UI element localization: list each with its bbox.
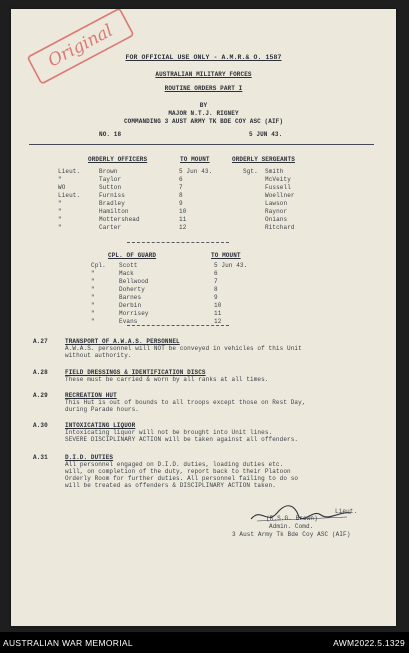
order-text-line: will, on completion of the duty, report back to their Platoon	[65, 468, 291, 475]
guard-mount-date: 8	[214, 286, 218, 293]
divider	[29, 144, 374, 145]
officer-name: Taylor	[99, 176, 122, 183]
guard-mount-date: 10	[214, 302, 222, 309]
official-use-line: FOR OFFICIAL USE ONLY - A.M.R.& O. 1587	[125, 54, 282, 61]
footer-accession-number: AWM2022.5.1329	[333, 638, 405, 648]
order-number: A.30	[33, 422, 48, 429]
guard-rank: "	[91, 278, 95, 285]
officer-mount-date: 12	[179, 224, 187, 231]
signature-unit: 3 Aust Army Tk Bde Coy ASC (AIF)	[232, 531, 351, 538]
guard-mount-date: 12	[214, 318, 222, 325]
guard-name: Derbin	[119, 302, 142, 309]
officer-rank: "	[58, 176, 62, 183]
guard-name: Evans	[119, 318, 138, 325]
order-text-line: This Hut is out of bounds to all troops except those on Rest Day,	[65, 399, 306, 406]
officer-name: Sutton	[99, 184, 122, 191]
guard-to-mount-header: TO MOUNT	[211, 252, 241, 259]
officer-name: Furniss	[99, 192, 125, 199]
major-name: MAJOR N.T.J. RIGNEY	[168, 110, 239, 117]
guard-rank: "	[91, 302, 95, 309]
order-number: A.28	[33, 369, 48, 376]
sergeant-name: Woellner	[265, 192, 295, 199]
orderly-sergeants-header: ORDERLY SERGEANTS	[232, 156, 295, 163]
officer-mount-date: 7	[179, 184, 183, 191]
guard-mount-date: 6	[214, 270, 218, 277]
guard-rank: "	[91, 318, 95, 325]
footer-institution: AUSTRALIAN WAR MEMORIAL	[3, 638, 133, 648]
signature-title: Admin. Comd.	[269, 523, 314, 530]
sergeant-name: Lawson	[265, 200, 288, 207]
guard-rank: "	[91, 270, 95, 277]
sergeant-rank: Sgt.	[243, 168, 258, 175]
officer-mount-date: 11	[179, 216, 187, 223]
order-date: 5 JUN 43.	[249, 131, 283, 138]
dashed-divider	[127, 242, 229, 243]
order-text-line: will be treated as offenders & DISCIPLINARY ACTION taken.	[65, 482, 276, 489]
order-number: A.31	[33, 454, 48, 461]
officer-mount-date: 10	[179, 208, 187, 215]
document-page	[11, 9, 396, 626]
order-text-line: Intoxicating liquor will not be brought into Unit lines.	[65, 429, 273, 436]
sergeant-name: McVeity	[265, 176, 291, 183]
dashed-divider	[127, 325, 229, 326]
officer-rank: "	[58, 216, 62, 223]
officer-rank: "	[58, 200, 62, 207]
order-text-line: during Parade hours.	[65, 406, 140, 413]
guard-rank: "	[91, 294, 95, 301]
order-text-line: A.W.A.S. personnel will NOT be conveyed in vehicles of this Unit	[65, 345, 302, 352]
order-text-line: without authority.	[65, 352, 132, 359]
guard-name: Bellwood	[119, 278, 149, 285]
order-title: D.I.D. DUTIES	[65, 454, 114, 461]
officer-mount-date: 8	[179, 192, 183, 199]
order-title: FIELD DRESSINGS & IDENTIFICATION DISCS	[65, 369, 206, 376]
guard-name: Mack	[119, 270, 134, 277]
order-number: NO. 18	[99, 131, 122, 138]
order-text-line: These must be carried & worn by all ranks at all times.	[65, 376, 269, 383]
officer-mount-date: 6	[179, 176, 183, 183]
officer-mount-date: 5 Jun 43.	[179, 168, 213, 175]
officer-name: Carter	[99, 224, 122, 231]
signature-name: (R.S.G. Brown)	[266, 515, 318, 522]
order-title: RECREATION HUT	[65, 392, 117, 399]
order-number: A.27	[33, 338, 48, 345]
sergeant-name: Ritchard	[265, 224, 295, 231]
guard-mount-date: 11	[214, 310, 222, 317]
officer-name: Mottershead	[99, 216, 140, 223]
officer-rank: WO	[58, 184, 66, 191]
guard-mount-date: 7	[214, 278, 218, 285]
guard-rank: "	[91, 310, 95, 317]
by-line: BY	[199, 102, 208, 109]
officer-mount-date: 9	[179, 200, 183, 207]
officer-rank: "	[58, 208, 62, 215]
sergeant-name: Fussell	[265, 184, 291, 191]
order-title: TRANSPORT OF A.W.A.S. PERSONNEL	[65, 338, 180, 345]
footer-bar	[0, 632, 409, 653]
guard-rank: "	[91, 286, 95, 293]
officer-rank: "	[58, 224, 62, 231]
forces-title: AUSTRALIAN MILITARY FORCES	[155, 71, 252, 78]
orderly-officers-header: ORDERLY OFFICERS	[88, 156, 148, 163]
order-title: INTOXICATING LIQUOR	[65, 422, 136, 429]
guard-mount-date: 5 Jun 43.	[214, 262, 248, 269]
guard-rank: Cpl.	[91, 262, 106, 269]
sergeant-name: Smith	[265, 168, 284, 175]
sergeant-name: Raynor	[265, 208, 288, 215]
officer-name: Hamilton	[99, 208, 129, 215]
guard-mount-date: 9	[214, 294, 218, 301]
order-text-line: Orderly Room for further duties. All personnel failing to do so	[65, 475, 299, 482]
officer-name: Bradley	[99, 200, 125, 207]
order-text-line: All personnel engaged on D.I.D. duties, loading duties etc.	[65, 461, 284, 468]
sergeant-name: Onians	[265, 216, 288, 223]
to-mount-header: TO MOUNT	[180, 156, 210, 163]
officer-rank: Lieut.	[58, 192, 81, 199]
guard-name: Morrisey	[119, 310, 149, 317]
cpl-guard-header: CPL. OF GUARD	[108, 252, 157, 259]
guard-name: Barnes	[119, 294, 142, 301]
stamp-text: Original	[44, 20, 117, 72]
officer-name: Brown	[99, 168, 118, 175]
signature-rank: Lieut.	[335, 508, 358, 515]
guard-name: Scott	[119, 262, 138, 269]
routine-orders-title: ROUTINE ORDERS PART I	[164, 85, 243, 92]
order-number: A.29	[33, 392, 48, 399]
order-text-line: SEVERE DISCIPLINARY ACTION will be taken against all offenders.	[65, 436, 299, 443]
officer-rank: Lieut.	[58, 168, 81, 175]
guard-name: Doherty	[119, 286, 145, 293]
commanding-line: COMMANDING 3 AUST ARMY TK BDE COY ASC (AIF)	[123, 118, 284, 125]
